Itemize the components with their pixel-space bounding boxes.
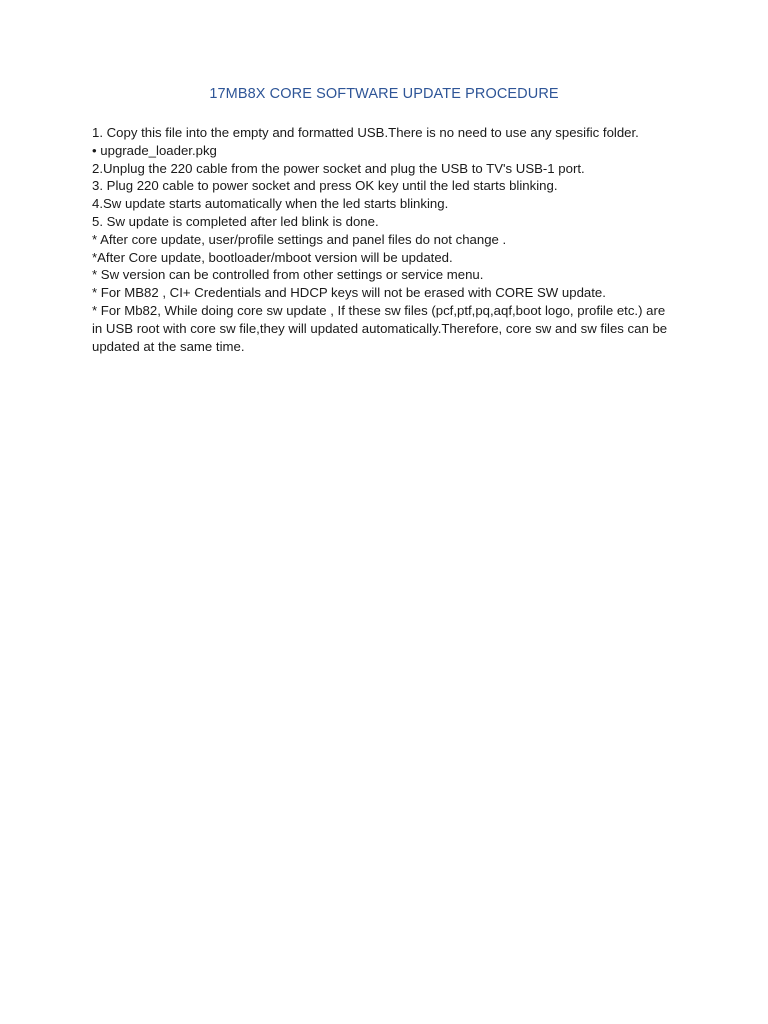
instruction-line: • upgrade_loader.pkg — [92, 142, 217, 158]
instruction-line: * For MB82 , CI+ Credentials and HDCP keys will not be erased with CORE SW update. — [92, 285, 606, 301]
instruction-line: 1. Copy this file into the empty and formatted USB.There is no need to use any spesific folder. — [92, 125, 639, 140]
instruction-line: 2.Unplug the 220 cable from the power socket and plug the USB to TV's USB-1 port. — [92, 160, 585, 176]
page-title: 17MB8X CORE SOFTWARE UPDATE PROCEDURE — [209, 86, 559, 102]
instruction-line: 4.Sw update starts automatically when the led starts blinking. — [92, 196, 449, 212]
instruction-line: * After core update, user/profile settings and panel files do not change . — [92, 231, 507, 247]
instruction-line: * For Mb82, While doing core sw update , If these sw files (pcf,ptf,pq,aqf,boot logo, profile etc.) are in USB root with core sw file,they will updated automatically.Therefore, core sw and sw files can be updated at the same time. — [92, 302, 668, 354]
instruction-list — [92, 124, 672, 355]
instruction-line: *After Core update, bootloader/mboot version will be updated. — [92, 249, 453, 265]
instruction-line: * Sw version can be controlled from other settings or service menu. — [92, 267, 484, 283]
instruction-line: 3. Plug 220 cable to power socket and press OK key until the led starts blinking. — [92, 178, 558, 194]
instruction-line: 5. Sw update is completed after led blink is done. — [92, 213, 379, 229]
